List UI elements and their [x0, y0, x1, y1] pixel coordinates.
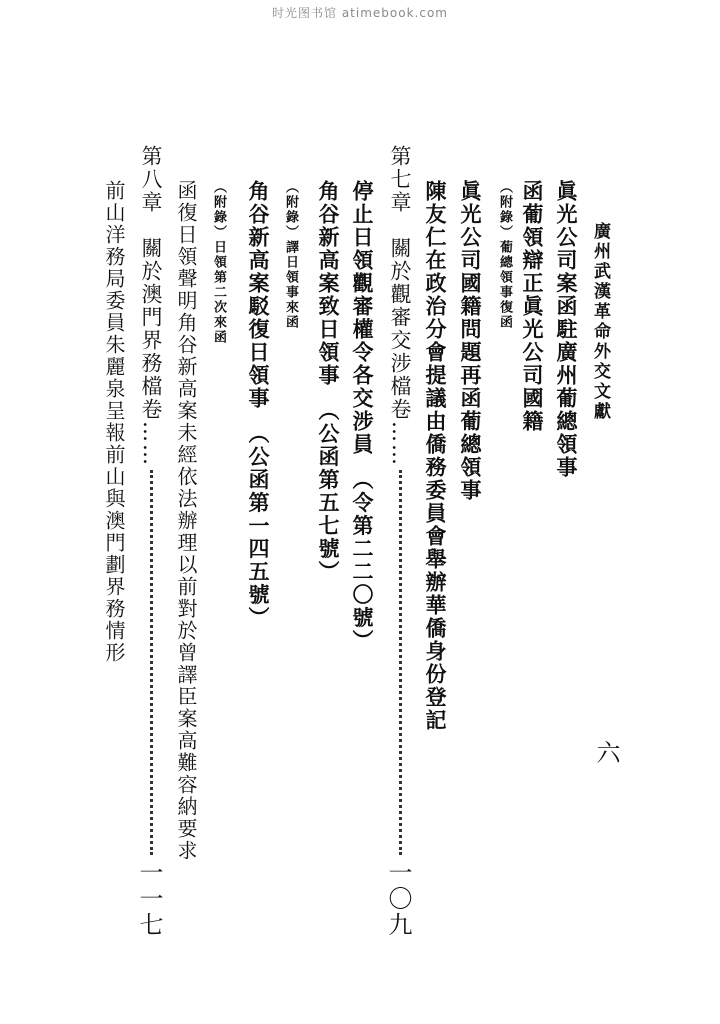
- toc-entry: 角谷新高案致日領事 （公函第五七號）: [316, 180, 341, 584]
- toc-entry: 停止日領觀審權令各交涉員 （令第二二〇號）: [350, 180, 375, 653]
- toc-entry: 眞光公司國籍問題再函葡總領事: [458, 180, 483, 502]
- running-header-title: 廣州武漢革命外交文獻: [590, 222, 610, 422]
- toc-entry: 陳友仁在政治分會提議由僑務委員會舉辦華僑身份登記: [423, 180, 448, 732]
- dot-leader: [150, 470, 153, 855]
- chapter-heading: 第八章 關於澳門界務檔卷……: [139, 145, 163, 467]
- toc-page-number: 一〇九: [384, 860, 412, 938]
- watermark: 时光图书馆 atimebook.com: [272, 6, 448, 20]
- toc-entry: 角谷新高案駁復日領事 （公函第一四五號）: [246, 180, 271, 630]
- chapter-heading: 第七章 關於觀審交涉檔卷……: [388, 145, 412, 467]
- dot-leader: [399, 470, 402, 855]
- toc-entry: 函葡領辯正眞光公司國籍: [520, 180, 545, 433]
- toc-entry-appendix: （附錄）日領第二次來函: [211, 180, 226, 345]
- toc-entry-appendix: （附錄）葡總領事復函: [497, 180, 512, 330]
- toc-entry-appendix: （附錄）譯日領事來函: [283, 180, 298, 330]
- toc-entry: 前山洋務局委員朱麗泉呈報前山與澳門劃界務情形: [102, 180, 126, 664]
- page-number-mark: 六: [592, 740, 620, 766]
- toc-entry: 眞光公司案函駐廣州葡總領事: [554, 180, 579, 479]
- toc-entry: 函復日領聲明角谷新高案未經依法辦理以前對於曾譯臣案高難容納要求: [174, 180, 198, 862]
- toc-page-number: 一一七: [135, 860, 163, 938]
